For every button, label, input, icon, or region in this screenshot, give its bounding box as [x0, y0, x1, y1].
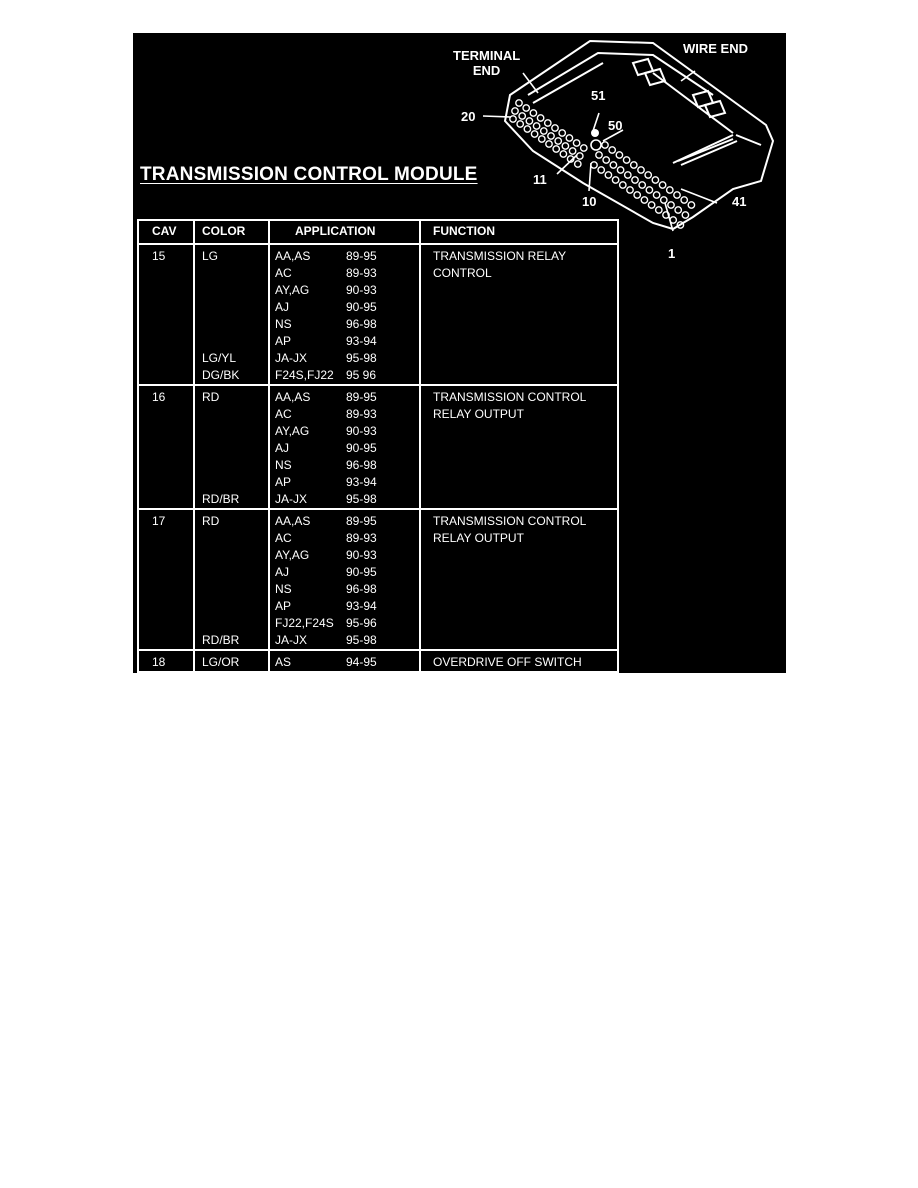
- pin-hole: [519, 113, 525, 119]
- wire-color: [202, 333, 268, 350]
- pin-hole: [537, 115, 543, 121]
- cav-value: 17: [152, 514, 166, 528]
- pin-hole: [609, 147, 615, 153]
- application-years: 94-95: [346, 655, 377, 669]
- wire-color: LG: [202, 249, 219, 263]
- application-entry: [275, 423, 419, 440]
- pinout-table: [137, 219, 619, 673]
- pin-hole: [681, 197, 687, 203]
- wire-color: RD: [202, 390, 220, 404]
- wire-color: [202, 299, 268, 316]
- application-years: 90-95: [346, 441, 377, 455]
- pin-hole: [605, 172, 611, 178]
- pin-hole: [652, 177, 658, 183]
- application-model: AP: [275, 599, 292, 613]
- application-years: 89-95: [346, 514, 377, 528]
- application-model: FJ22,F24S: [275, 616, 334, 630]
- pin-hole: [682, 212, 688, 218]
- pin-hole: [645, 172, 651, 178]
- function-cell: [420, 650, 618, 672]
- function-text: TRANSMISSION CONTROL: [433, 514, 587, 528]
- application-model: AP: [275, 334, 292, 348]
- function-text: CONTROL: [433, 266, 492, 280]
- cav-cell: [138, 244, 194, 385]
- terminal-end-label: TERMINAL END: [453, 48, 521, 78]
- pin-hole: [598, 167, 604, 173]
- color-cell: [194, 509, 269, 650]
- application-cell: [269, 509, 420, 650]
- pin-hole: [656, 207, 662, 213]
- application-model: AY,AG: [275, 424, 310, 438]
- application-years: 89-93: [346, 266, 377, 280]
- pin-hole: [648, 202, 654, 208]
- application-years: 90-93: [346, 424, 377, 438]
- pin-hole: [541, 128, 547, 134]
- application-model: AC: [275, 531, 292, 545]
- application-model: AJ: [275, 441, 290, 455]
- function-cell: [420, 509, 618, 650]
- application-entry: [275, 547, 419, 564]
- function-text: OVERDRIVE OFF SWITCH: [433, 655, 582, 669]
- pin-hole: [533, 123, 539, 129]
- wire-color: [202, 265, 268, 282]
- application-model: AJ: [275, 565, 290, 579]
- pin-hole: [560, 151, 566, 157]
- pin-hole: [552, 125, 558, 131]
- pin-label-10: 10: [582, 194, 597, 209]
- pin-hole: [612, 177, 618, 183]
- application-years: 95 96: [346, 368, 377, 382]
- pin-hole: [545, 120, 551, 126]
- application-model: F24S,FJ22: [275, 368, 334, 382]
- function-cell: [420, 385, 618, 509]
- pin-hole: [524, 126, 530, 132]
- application-entry: [275, 530, 419, 547]
- application-entry: [275, 457, 419, 474]
- pin-hole: [562, 143, 568, 149]
- wire-color: [202, 581, 268, 598]
- application-years: 96-98: [346, 317, 377, 331]
- pin-hole: [555, 138, 561, 144]
- pin-hole: [596, 152, 602, 158]
- function-cell: [420, 244, 618, 385]
- pin-hole: [577, 153, 583, 159]
- pin-hole: [627, 187, 633, 193]
- table-header-row: [138, 220, 618, 244]
- pin-hole: [603, 157, 609, 163]
- application-entry: [275, 564, 419, 581]
- color-cell: [194, 244, 269, 385]
- pin-hole: [610, 162, 616, 168]
- application-years: 93-94: [346, 599, 377, 613]
- wire-color: [202, 282, 268, 299]
- application-entry: [275, 282, 419, 299]
- application-model: NS: [275, 582, 292, 596]
- pin-hole: [646, 187, 652, 193]
- application-years: 93-94: [346, 334, 377, 348]
- pin-hole: [569, 148, 575, 154]
- header-function: FUNCTION: [420, 220, 618, 244]
- application-years: 90-95: [346, 300, 377, 314]
- application-model: AS: [275, 655, 292, 669]
- pin-hole: [575, 161, 581, 167]
- wire-color: RD/BR: [202, 492, 240, 506]
- header-color: COLOR: [194, 220, 269, 244]
- wire-color: LG/YL: [202, 351, 237, 365]
- function-text: TRANSMISSION CONTROL: [433, 390, 587, 404]
- pin-hole: [641, 197, 647, 203]
- pin-hole: [617, 167, 623, 173]
- wire-color: [202, 316, 268, 333]
- wire-color: [202, 598, 268, 615]
- table-row: [138, 650, 618, 672]
- application-model: AC: [275, 266, 292, 280]
- cav-value: 15: [152, 249, 166, 263]
- pin-hole: [553, 146, 559, 152]
- pin-51-marker: [591, 129, 599, 137]
- application-model: AY,AG: [275, 548, 310, 562]
- application-entry: [275, 513, 419, 530]
- wire-end-label: WIRE END: [683, 41, 748, 56]
- wire-color: [202, 547, 268, 564]
- application-entry: [275, 440, 419, 457]
- application-model: AJ: [275, 300, 290, 314]
- cav-value: 18: [152, 655, 166, 669]
- wire-end-tabs: [633, 59, 725, 117]
- pin-hole: [530, 110, 536, 116]
- pin-hole: [674, 192, 680, 198]
- application-entry: [275, 615, 419, 632]
- pin-label-41: 41: [732, 194, 747, 209]
- pin-hole: [523, 105, 529, 111]
- pin-hole: [616, 152, 622, 158]
- application-years: 90-93: [346, 283, 377, 297]
- application-entry: [275, 350, 419, 367]
- application-entry: [275, 581, 419, 598]
- application-years: 93-94: [346, 475, 377, 489]
- wire-color: [202, 530, 268, 547]
- table-row: [138, 244, 618, 385]
- pin-hole: [531, 131, 537, 137]
- application-model: AP: [275, 475, 292, 489]
- pin-hole: [668, 202, 674, 208]
- pin-hole: [661, 197, 667, 203]
- wire-color: LG/OR: [202, 655, 240, 669]
- pin-hole: [625, 172, 631, 178]
- application-entry: [275, 654, 419, 671]
- application-entry: [275, 632, 419, 649]
- function-text: RELAY OUTPUT: [433, 531, 524, 545]
- cav-cell: [138, 509, 194, 650]
- application-entry: [275, 491, 419, 508]
- wire-color: [202, 474, 268, 491]
- pin-label-50: 50: [608, 118, 623, 133]
- application-years: 95-98: [346, 351, 377, 365]
- pin-hole: [634, 192, 640, 198]
- application-entry: [275, 389, 419, 406]
- pin-hole: [620, 182, 626, 188]
- pin-hole: [623, 157, 629, 163]
- pin-hole: [517, 121, 523, 127]
- pin-hole: [638, 167, 644, 173]
- wire-color: [202, 406, 268, 423]
- cav-cell: [138, 385, 194, 509]
- color-cell: [194, 385, 269, 509]
- application-years: 89-95: [346, 390, 377, 404]
- pin-hole: [659, 182, 665, 188]
- header-application: APPLICATION: [269, 220, 420, 244]
- application-cell: [269, 385, 420, 509]
- pin-hole: [591, 162, 597, 168]
- pin-hole: [526, 118, 532, 124]
- wire-color: DG/BK: [202, 368, 240, 382]
- application-years: 89-93: [346, 531, 377, 545]
- application-years: 90-93: [346, 548, 377, 562]
- application-entry: [275, 265, 419, 282]
- pin-hole: [581, 145, 587, 151]
- application-entry: [275, 316, 419, 333]
- application-entry: [275, 474, 419, 491]
- application-model: JA-JX: [275, 633, 308, 647]
- pin-hole: [688, 202, 694, 208]
- table-row: [138, 385, 618, 509]
- wire-color: [202, 440, 268, 457]
- wire-color: [202, 457, 268, 474]
- application-entry: [275, 406, 419, 423]
- header-cav: CAV: [138, 220, 194, 244]
- application-entry: [275, 367, 419, 384]
- wire-color: [202, 564, 268, 581]
- pin-label-1: 1: [668, 246, 676, 261]
- pin-hole: [512, 108, 518, 114]
- function-text: RELAY OUTPUT: [433, 407, 524, 421]
- application-cell: [269, 244, 420, 385]
- pin-hole: [667, 187, 673, 193]
- pin-hole: [573, 140, 579, 146]
- pin-array-right: [591, 142, 695, 228]
- pin-label-20: 20: [461, 109, 476, 124]
- center-key: [591, 140, 601, 150]
- wire-color: RD: [202, 514, 220, 528]
- application-years: 95-98: [346, 492, 377, 506]
- pin-hole: [566, 135, 572, 141]
- function-text: TRANSMISSION RELAY: [433, 249, 567, 263]
- module-title: TRANSMISSION CONTROL MODULE: [140, 164, 478, 185]
- color-cell: [194, 650, 269, 672]
- pin-label-11: 11: [533, 172, 547, 187]
- application-model: JA-JX: [275, 351, 308, 365]
- pin-hole: [546, 141, 552, 147]
- application-years: 96-98: [346, 582, 377, 596]
- application-model: AY,AG: [275, 283, 310, 297]
- application-model: AA,AS: [275, 514, 311, 528]
- application-model: NS: [275, 458, 292, 472]
- application-model: AC: [275, 407, 292, 421]
- application-model: AA,AS: [275, 249, 311, 263]
- application-years: 95-96: [346, 616, 377, 630]
- application-entry: [275, 598, 419, 615]
- application-model: JA-JX: [275, 492, 308, 506]
- pin-hole: [539, 136, 545, 142]
- pin-hole: [653, 192, 659, 198]
- cav-value: 16: [152, 390, 166, 404]
- pin-hole: [602, 142, 608, 148]
- pin-hole: [632, 177, 638, 183]
- pin-hole: [559, 130, 565, 136]
- application-cell: [269, 650, 420, 672]
- application-entry: [275, 248, 419, 265]
- pin-hole: [516, 100, 522, 106]
- application-entry: [275, 299, 419, 316]
- application-model: NS: [275, 317, 292, 331]
- application-years: 95-98: [346, 633, 377, 647]
- diagram-panel: [133, 33, 786, 673]
- application-years: 89-95: [346, 249, 377, 263]
- cav-cell: [138, 650, 194, 672]
- wire-color: [202, 615, 268, 632]
- pin-hole: [675, 207, 681, 213]
- pin-hole: [639, 182, 645, 188]
- pin-label-51: 51: [591, 88, 606, 103]
- table-row: [138, 509, 618, 650]
- pin-hole: [631, 162, 637, 168]
- application-years: 90-95: [346, 565, 377, 579]
- wire-color: [202, 423, 268, 440]
- application-model: AA,AS: [275, 390, 311, 404]
- wire-color: RD/BR: [202, 633, 240, 647]
- application-entry: [275, 333, 419, 350]
- pin-hole: [548, 133, 554, 139]
- application-years: 89-93: [346, 407, 377, 421]
- application-years: 96-98: [346, 458, 377, 472]
